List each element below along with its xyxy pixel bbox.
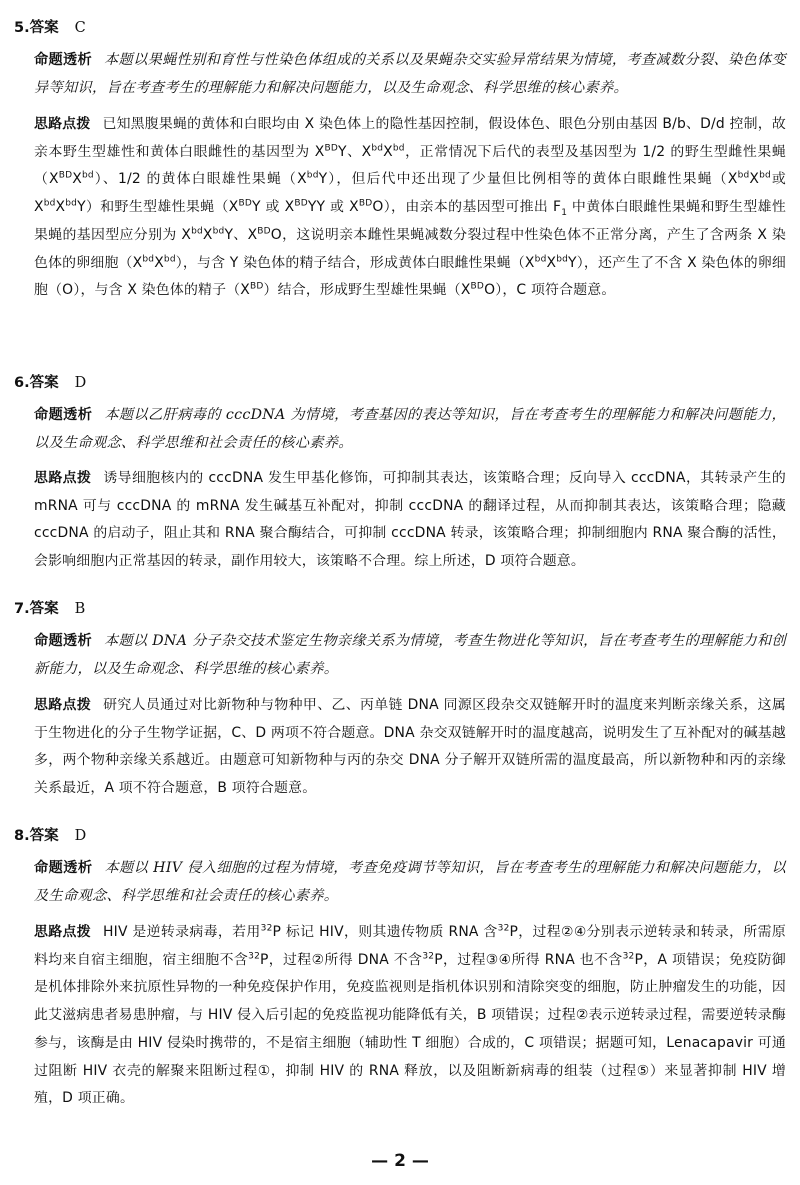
q8-hint-text: P，过程②④分别表示逆转录和转录，所需原料均来自宿主细胞，宿主细胞不含	[34, 924, 786, 968]
q5-hint-sup: bd	[212, 226, 225, 237]
q5-analysis	[34, 47, 786, 102]
page-number: — 2 —	[371, 1151, 429, 1171]
q5-hint-sup: bd	[43, 198, 56, 209]
q8-answer: D	[74, 828, 87, 844]
q5-hint-sup: bd	[65, 198, 78, 209]
hint-label: 思路点拨	[34, 697, 92, 713]
q5-hint	[34, 111, 786, 305]
q5-hint-text: Y），但后代中还出现了少量但比例相等的黄体白眼雌性果蝇（X	[318, 171, 738, 188]
answer-label: 答案	[29, 20, 59, 36]
q5-hint-sup: BD	[324, 143, 338, 154]
q5-hint-sup: bd	[556, 253, 569, 264]
q5-hint-sup: bd	[371, 143, 384, 154]
q5-hint-sup: BD	[250, 281, 264, 292]
q6-number: 6.	[14, 375, 30, 391]
q5-hint-text: 或 X	[34, 171, 786, 216]
q8-hint	[34, 919, 786, 1113]
q5-hint-text: O，这说明亲本雌性果蝇减数分裂过程中性染色体不正常分离，产生了含两条 X 染色体的卵细胞（X	[34, 226, 786, 271]
analysis-label: 命题透析	[34, 860, 93, 876]
q5-hint-text: O），由亲本的基因型可推出 F	[372, 199, 562, 216]
q8-hint-sup: 32	[260, 923, 273, 934]
q5-answer: C	[74, 20, 86, 36]
q5-hint-sup: bd	[392, 143, 405, 154]
hint-label: 思路点拨	[34, 924, 91, 940]
q8-hint-sup: 32	[497, 923, 510, 934]
q5-hint-text: X	[749, 171, 760, 188]
q7-answer: B	[74, 601, 86, 617]
q5-hint-sup: BD	[257, 226, 271, 237]
hint-label: 思路点拨	[34, 470, 92, 486]
q5-hint-sup: bd	[191, 226, 203, 237]
q7-analysis	[34, 628, 786, 683]
q5-hint-text: Y、X	[337, 143, 372, 160]
q5-hint-sup: bd	[142, 253, 155, 264]
q5-hint-sup: BD	[238, 198, 253, 209]
q5-hint-sup: BD	[294, 198, 308, 209]
q5-number: 5.	[14, 20, 30, 36]
q5-hint-text: X	[383, 143, 393, 160]
q5-hint-text: 已知黑腹果蝇的黄体和白眼均由 X 染色体上的隐性基因控制，假设体色、眼色分别由基因 B/b、D/d 控制，故亲本野生型雄性和黄体白眼雌性的基因型为 X	[34, 116, 786, 160]
q6-answer: D	[74, 375, 87, 391]
q8-analysis-text: 本题以 HIV 侵入细胞的过程为情境，考查免疫调节等知识，旨在考查考生的理解能力和解决问题能力，以及生命观念、科学思维和社会责任的核心素养。	[34, 860, 786, 904]
q6-answer-line	[14, 373, 86, 393]
answer-label: 答案	[29, 828, 59, 844]
q5-hint-text: X	[55, 199, 66, 216]
q5-hint-text: ）、1/2 的黄体白眼雄性果蝇（X	[93, 171, 307, 188]
q7-analysis-text: 本题以 DNA 分子杂交技术鉴定生物亲缘关系为情境，考查生物进化等知识，旨在考查考生的理解能力和创新能力，以及生命观念、科学思维的核心素养。	[34, 633, 786, 677]
q5-hint-text: ），与含 Y 染色体的精子结合，形成黄体白眼雌性果蝇（X	[175, 254, 535, 271]
q5-hint-text: 中黄体白眼雌性果蝇和野生型雄性果蝇的基因型应分别为 X	[34, 199, 787, 243]
q5-hint-text: X	[202, 226, 213, 243]
q5-hint-text: X	[72, 171, 83, 188]
q8-hint-text: P，过程②所得 DNA 不含	[260, 951, 423, 968]
q5-hint-sup: bd	[163, 253, 176, 264]
q5-hint-sup: bd	[534, 253, 547, 264]
q5-hint-sup: BD	[470, 281, 485, 292]
q8-hint-text: P 标记 HIV，则其遗传物质 RNA 含	[272, 924, 498, 940]
analysis-label: 命题透析	[34, 633, 92, 649]
q5-hint-text: Y 或 X	[252, 199, 295, 216]
q5-hint-text: Y），还产生了不含 X 染色体的卵细胞（O），与含 X 染色体的精子（X	[34, 254, 787, 299]
q5-hint-text: Y、X	[224, 226, 258, 243]
q8-answer-line	[14, 826, 86, 846]
q8-hint-sup: 32	[422, 951, 435, 962]
q8-hint-sup: 32	[248, 951, 260, 962]
q6-hint-text: 诱导细胞核内的 cccDNA 发生甲基化修饰，可抑制其表达，该策略合理；反向导入 cccDNA，其转录产生的 mRNA 可与 cccDNA 的 mRNA 发生碱基互补配对，抑制 cccDNA 的翻译过程，从而抑制其表达，该策略合理；隐藏 cccDNA 的启动子，阻止其和 RNA 聚合酶结合，可抑制 cccDNA 转录，该策略合理；抑制细胞内 RNA 聚合酶的活性，会影响细胞内正常基因的转录，副作用较大，该策略不合理。综上所述，D 项符合题意。	[34, 470, 786, 570]
q5-hint-sup: bd	[737, 170, 750, 181]
q8-hint-text: HIV 是逆转录病毒，若用	[103, 924, 261, 940]
q5-hint-sup: bd	[306, 170, 319, 181]
q8-hint-sup: 32	[622, 951, 635, 962]
q5-hint-text: YY 或 X	[307, 199, 359, 216]
q5-hint-text: ）结合，形成野生型雄性果蝇（X	[263, 282, 471, 299]
answer-label: 答案	[29, 375, 59, 391]
q5-hint-sub: 1	[561, 207, 568, 218]
q7-number: 7.	[14, 601, 30, 617]
q5-hint-text: Y）和野生型雄性果蝇（X	[77, 199, 239, 216]
analysis-label: 命题透析	[34, 52, 93, 68]
q5-hint-sup: BD	[358, 198, 373, 209]
q6-analysis-text: 本题以乙肝病毒的 cccDNA 为情境，考查基因的表达等知识，旨在考查考生的理解能力和解决问题能力，以及生命观念、科学思维和社会责任的核心素养。	[34, 407, 787, 451]
answer-label: 答案	[29, 601, 59, 617]
q7-hint-text: 研究人员通过对比新物种与物种甲、乙、丙单链 DNA 同源区段杂交双链解开时的温度来判断亲缘关系，这属于生物进化的分子生物学证据，C、D 两项不符合题意。DNA 杂交双链解开时的温度越高，说明发生了互补配对的碱基越多，两个物种亲缘关系越近。由题意可知新物种与丙的杂交 DNA 分子解开双链所需的温度最高，所以新物种和丙的亲缘关系最近，A 项不符合题意，B 项符合题意。	[34, 697, 786, 797]
q8-number: 8.	[14, 828, 30, 844]
q6-hint	[34, 465, 786, 576]
q5-hint-text: ，正常情况下后代的表型及基因型为 1/2 的野生型雌性果蝇（X	[34, 143, 786, 188]
q7-answer-line	[14, 599, 85, 619]
q5-hint-text: X	[154, 254, 164, 271]
q8-hint-text: P，A 项错误；免疫防御是机体排除外来抗原性异物的一种免疫保护作用，免疫监视则是指机体识别和清除突变的细胞，防止肿瘤发生的功能，因此艾滋病患者易患肿瘤，与 HIV 侵入后引起的免疫监视功能降低有关，B 项错误；过程②表示逆转录过程，需要逆转录酶参与，该酶是由 HIV 侵染时携带的，不是宿主细胞（辅助性 T 细胞）合成的，C 项错误；据题可知，Lenacapavir 可通过阻断 HIV 衣壳的解聚来阻断过程①，抑制 HIV 的 RNA 释放，以及阻断新病毒的组装（过程⑤）来显著抑制 HIV 增殖，D 项正确。	[34, 951, 786, 1107]
q5-hint-text: X	[546, 254, 557, 271]
q8-analysis	[34, 855, 786, 910]
hint-label: 思路点拨	[34, 116, 91, 132]
q7-hint	[34, 692, 786, 803]
q5-hint-sup: bd	[759, 170, 771, 181]
q6-analysis	[34, 402, 786, 457]
q5-answer-line	[14, 18, 86, 38]
q5-analysis-text: 本题以果蝇性别和育性与性染色体组成的关系以及果蝇杂交实验异常结果为情境，考查减数分裂、染色体变异等知识，旨在考查考生的理解能力和解决问题能力，以及生命观念、科学思维的核心素养。	[34, 52, 786, 96]
analysis-label: 命题透析	[34, 407, 93, 423]
q5-hint-text: O），C 项符合题意。	[484, 282, 616, 299]
q5-hint-sup: bd	[82, 170, 94, 181]
q8-hint-text: P，过程③④所得 RNA 也不含	[434, 951, 623, 968]
q5-hint-sup: BD	[58, 170, 73, 181]
